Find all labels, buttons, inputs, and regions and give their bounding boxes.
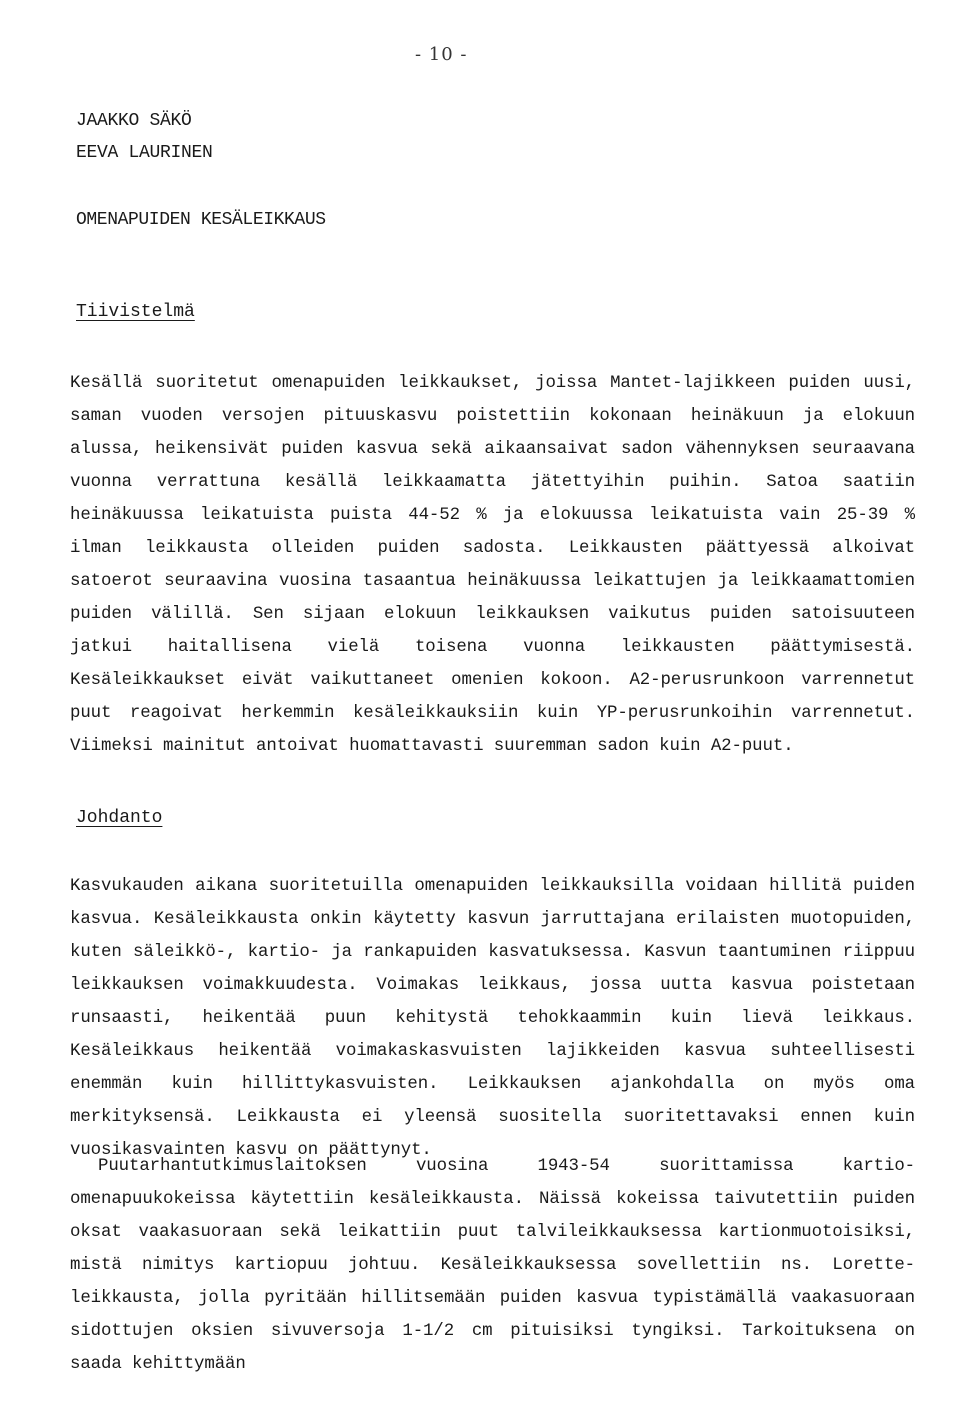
author-list [76,105,213,169]
page-number: - 10 - [415,44,468,65]
introduction-heading: Johdanto [76,808,163,828]
author-name: JAAKKO SÄKÖ [76,111,192,131]
abstract-heading: Tiivistelmä [76,302,195,322]
abstract-paragraph: Kesällä suoritetut omenapuiden leikkaukset, joissa Mantet-lajikkeen puiden uusi, saman vuoden versojen pituuskasvu poistettiin kokonaan heinäkuun ja elokuun alussa, heikensivät puiden kasvua sekä aikaansaivat sadon vähennyksen seuraavana vuonna verrattuna kesällä leikkaamatta jätettyihin puihin. Satoa saatiin heinäkuussa leikatuista puista 44-52 % ja elokuussa leikatuista vain 25-39 % ilman leikkausta olleiden puiden sadosta. Leikkausten päättyessä alkoivat satoerot seuraavina vuosina tasaantua heinäkuussa leikattujen ja leikkaamattomien puiden välillä. Sen sijaan elokuun leikkauksen vaikutus puiden satoisuuteen jatkui haitallisena vielä toisena vuonna leikkausten päättymisestä. Kesäleikkaukset eivät vaikuttaneet omenien kokoon. A2-perusrunkoon varrennetut puut reagoivat herkemmin kesäleikkauksiin kuin YP-perusrunkoihin varrennetut. Viimeksi mainitut antoivat huomattavasti suuremman sadon kuin A2-puut. [70,374,915,756]
author-name: EEVA LAURINEN [76,143,213,163]
document-title: OMENAPUIDEN KESÄLEIKKAUS [76,210,326,230]
intro-paragraph: Kasvukauden aikana suoritetuilla omenapuiden leikkauksilla voidaan hillitä puiden kasvua. Kesäleikkausta onkin käytetty kasvun jarruttajana erilaisten muotopuiden, kuten säleikkö-, kartio- ja rankapuiden kasvatuksessa. Kasvun taantuminen riippuu leikkauksen voimakkuudesta. Voimakas leikkaus, jossa uutta kasvua poistetaan runsaasti, heikentää puun kehitystä tehokkaammin kuin lievä leikkaus. Kesäleikkaus heikentää voimakaskasvuisten lajikkeiden kasvua suhteellisesti enemmän kuin hillittykasvuisten. Leikkauksen ajankohdalla on myös oma merkityksensä. Leikkausta ei yleensä suositella suoritettavaksi ennen kuin vuosikasvainten kasvu on päättynyt. [70,877,915,1160]
intro-paragraph: Puutarhantutkimuslaitoksen vuosina 1943-54 suorittamissa kartio-omenapuukokeissa käytettiin kesäleikkausta. Näissä kokeissa taivutettiin puiden oksat vaakasuoraan sekä leikattiin puut talvileikkauksessa kartionmuotoisiksi, mistä nimitys kartiopuu johtuu. Kesäleikkauksessa sovellettiin ns. Lorette-leikkausta, jolla pyritään hillitsemään puiden kasvua typistämällä vaakasuoraan sidottujen oksien sivuversoja 1-1/2 cm pituisiksi tyngiksi. Tarkoituksena on saada kehittymään [70,1157,915,1374]
